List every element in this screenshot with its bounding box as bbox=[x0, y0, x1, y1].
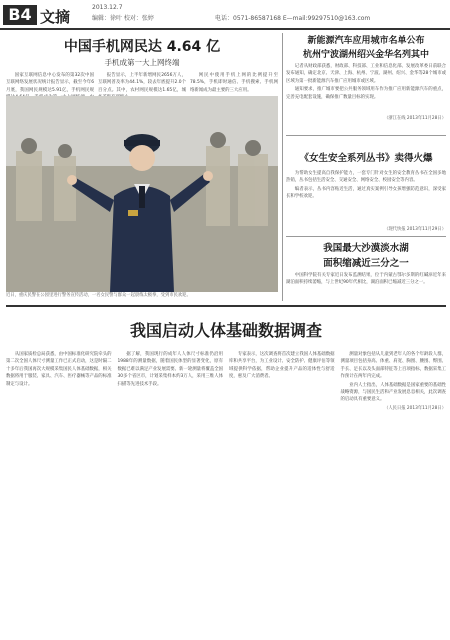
article-body-column bbox=[341, 351, 447, 633]
issue-date: 2013.12.7 bbox=[92, 4, 123, 11]
article-body-data-survey bbox=[6, 310, 446, 636]
paragraph: 测量对象包括从儿童到老年人的各个年龄段人群，测量项目包括身高、体重、肩宽、胸围、腰围、臀围、手长、足长以及头面部特征等上百项指标，数据采集工作预计在两年内完成。 bbox=[340, 352, 446, 380]
paragraph: 报告显示，上半年新增网民2656万人，互联网普及率为44.1%，较去年底提升2.0个百分点。其中，农村网民规模达1.65亿，城 bbox=[98, 73, 186, 93]
article-body bbox=[98, 72, 186, 96]
article-mobile-netizens bbox=[6, 33, 278, 95]
editor-line: 编辑：徐叶 校对：张婷 bbox=[92, 15, 154, 22]
article-new-energy-vehicles bbox=[286, 33, 446, 133]
article-subtitle: 手机成第一大上网终端 bbox=[104, 58, 180, 67]
news-photo bbox=[6, 96, 278, 292]
article-subtitle: 杭州宁波湖州绍兴金华名列其中 bbox=[302, 50, 429, 60]
page-number-badge: B4 bbox=[3, 5, 37, 25]
section-divider bbox=[286, 135, 446, 136]
article-title: 新能源汽车应用城市名单公布 bbox=[307, 36, 425, 46]
paragraph: 为帮助女生提高自我保护能力，一套专门针对女生的安全教育丛书在全国多地热销，丛书包括生活安全、交通安全、网络安全、校园安全等内容。 bbox=[286, 171, 446, 184]
article-desert-lake bbox=[286, 240, 446, 302]
section-divider bbox=[6, 305, 446, 307]
article-body-column bbox=[6, 351, 112, 633]
article-body bbox=[286, 272, 446, 302]
paragraph: 编者表示，丛书内容贴近生活，通过真实案例引导女孩增强防范意识，深受家长和学校欢迎。 bbox=[286, 186, 446, 200]
article-body bbox=[190, 72, 278, 96]
paragraph: 中国科学院有关专家近日发布监测结果，位于内蒙古鄂尔多斯的红碱淖近年来湖泊面积持续萎缩，与上世纪90年代相比，湖泊面积已缩减近三分之一。 bbox=[286, 273, 446, 286]
paragraph: 通知要求，推广城市要把公共服务领域用车作为推广应用新能源汽车的重点，完善充电配套设施，确保推广数量目标的实现。 bbox=[286, 87, 446, 100]
article-body-column bbox=[118, 351, 224, 633]
paragraph: 专家表示，这次调查将首次建立我国人体基础数据库和共享平台，为工业设计、安全防护、健康评估等领域提供科学依据，帮助企业提升产品的适体性与舒适度，惠及广大消费者。 bbox=[229, 352, 335, 380]
article-source: （人民日报 2013年11月28日） bbox=[384, 405, 446, 411]
article-title-line2: 面积缩减近三分之一 bbox=[323, 258, 409, 269]
masthead bbox=[0, 0, 450, 30]
policewoman-photo-illustration bbox=[6, 96, 278, 292]
article-title: 《女生安全系列丛书》卖得火爆 bbox=[299, 153, 433, 164]
article-source: （现代快报 2013年11月29日） bbox=[384, 227, 446, 232]
paragraph: 网民中使用手机上网的比例提升至78.5%，手机即时通信、手机搜索、手机网络新闻成为最主要的三大应用。 bbox=[190, 73, 278, 93]
contact-line: 电话：0571-86587168 E—mail:99297510@163.com bbox=[215, 15, 371, 22]
column-divider bbox=[282, 33, 283, 301]
paragraph: 从国家质检总局获悉，由中国标准化研究院牵头的第二次全国人体尺寸测量工作已正式启动，这是时隔二十多年后我国再次大规模采集国民人体基础数据，相关数据将用于服装、家具、汽车、医疗器械等产品的标准制定与设计。 bbox=[6, 352, 112, 387]
article-source: （浙江在线 2013年11月28日） bbox=[384, 116, 446, 121]
photo-caption: 近日，重庆民警在公园里进行警务宣传活动，一名女民警与群众一起晨练太极拳，受到市民欢迎。 bbox=[6, 293, 191, 298]
paragraph: 国家互联网信息中心发布的第32次中国互联网络发展状况统计报告显示，截至今年6月底，我国网民规模达5.91亿，手机网民规 bbox=[6, 73, 94, 93]
article-body bbox=[6, 72, 94, 96]
section-title: 文摘 bbox=[40, 8, 71, 26]
article-title: 我国启动人体基础数据调查 bbox=[129, 321, 322, 340]
article-body bbox=[286, 63, 446, 115]
paragraph: 业内人士指出，人体基础数据是国家重要的基础性战略资源，与国民生活和产业发展息息相关，此次调查的启动具有重要意义。 bbox=[340, 382, 446, 403]
article-body-column bbox=[229, 351, 335, 633]
section-divider bbox=[286, 236, 446, 237]
article-title: 我国最大沙漠淡水湖 bbox=[323, 243, 409, 254]
article-body bbox=[286, 170, 446, 226]
article-title: 中国手机网民达 4.64 亿 bbox=[63, 39, 221, 55]
article-girls-safety-books bbox=[286, 138, 446, 234]
paragraph: 据了解，我国现行的成年人人体尺寸标准仍沿用1988年的测量数据，随着国民体型的显著变化，原有数据已难以满足产业发展需要。新一轮测量将覆盖全国30多个省区市，计划采集样本约3万人，采用三维人体扫描等先进技术手段。 bbox=[117, 352, 223, 387]
paragraph: 记者从财政部获悉，财政部、科技部、工业和信息化部、发展改革委日前联合发布通知，确定北京、天津、上海、杭州、宁波、湖州、绍兴、金华等28个城市或区域为第一批新能源汽车推广应用城市或区域。 bbox=[286, 64, 446, 84]
